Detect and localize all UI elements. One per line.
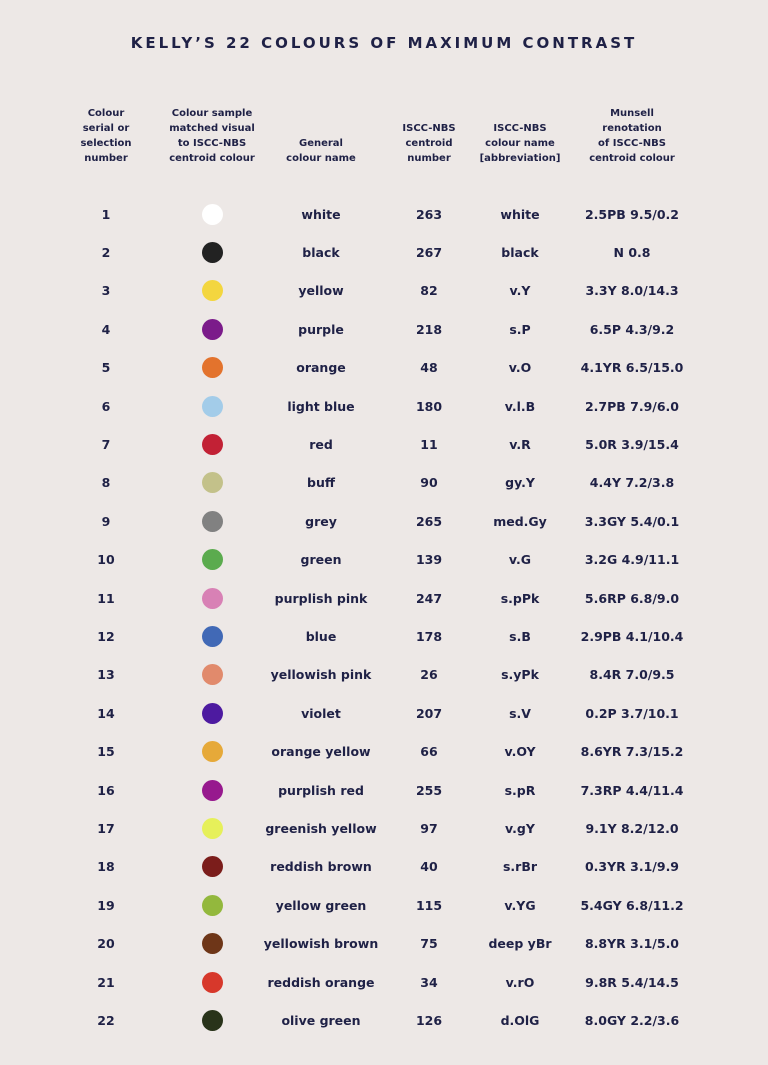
general-colour-name: violet xyxy=(301,705,341,721)
munsell-renotation: 4.1YR 6.5/15.0 xyxy=(580,360,684,376)
centroid-number: 115 xyxy=(415,897,443,913)
serial-number: 11 xyxy=(97,590,115,606)
table-row xyxy=(0,579,768,617)
colour-sample-cell xyxy=(160,617,264,655)
serial-number: 6 xyxy=(101,398,111,414)
colour-swatch xyxy=(202,664,223,685)
header-serial xyxy=(70,102,142,166)
centroid-number: 75 xyxy=(420,936,438,952)
munsell-renotation: 6.5P 4.3/9.2 xyxy=(589,321,675,337)
centroid-number: 255 xyxy=(415,782,443,798)
munsell-renotation: 2.9PB 4.1/10.4 xyxy=(580,629,684,645)
general-colour-name: greenish yellow xyxy=(265,821,377,837)
centroid-number: 34 xyxy=(420,974,438,990)
munsell-renotation: 9.1Y 8.2/12.0 xyxy=(585,821,679,837)
munsell-renotation: 5.0R 3.9/15.4 xyxy=(585,437,679,453)
colour-sample-cell xyxy=(160,733,264,771)
colour-swatch xyxy=(202,280,223,301)
table-row xyxy=(0,809,768,847)
centroid-number: 126 xyxy=(415,1013,443,1029)
colour-abbreviation: v.OY xyxy=(504,744,536,760)
munsell-renotation: 4.4Y 7.2/3.8 xyxy=(589,475,675,491)
colour-abbreviation: med.Gy xyxy=(493,513,547,529)
colour-swatch xyxy=(202,780,223,801)
header-sample-label: Colour sample matched visual to ISCC-NBS centroid colour xyxy=(169,108,255,164)
colour-abbreviation: v.Y xyxy=(509,283,531,299)
colour-abbreviation: white xyxy=(500,206,540,222)
serial-number: 7 xyxy=(101,437,111,453)
colour-abbreviation: s.B xyxy=(509,629,531,645)
serial-number: 9 xyxy=(101,513,111,529)
munsell-renotation: 3.3Y 8.0/14.3 xyxy=(585,283,679,299)
serial-number: 15 xyxy=(97,744,115,760)
munsell-renotation: 9.8R 5.4/14.5 xyxy=(585,974,679,990)
colour-sample-cell xyxy=(160,848,264,886)
colour-swatch xyxy=(202,1010,223,1031)
munsell-renotation: 0.2P 3.7/10.1 xyxy=(585,705,679,721)
general-colour-name: buff xyxy=(307,475,335,491)
serial-number: 5 xyxy=(101,360,111,376)
general-colour-name: orange yellow xyxy=(271,744,371,760)
serial-number: 12 xyxy=(97,629,115,645)
table-row xyxy=(0,771,768,809)
table-row xyxy=(0,464,768,502)
colour-swatch xyxy=(202,818,223,839)
munsell-renotation: 5.6RP 6.8/9.0 xyxy=(584,590,680,606)
colour-sample-cell xyxy=(160,809,264,847)
table-row xyxy=(0,233,768,271)
colour-sample-cell xyxy=(160,579,264,617)
colour-abbreviation: s.V xyxy=(509,705,531,721)
colour-abbreviation: gy.Y xyxy=(505,475,535,491)
colour-sample-cell xyxy=(160,349,264,387)
colour-sample-cell xyxy=(160,425,264,463)
header-centroid-label: ISCC-NBS centroid number xyxy=(402,123,456,164)
centroid-number: 139 xyxy=(415,552,443,568)
colour-swatch xyxy=(202,856,223,877)
header-munsell xyxy=(572,102,692,166)
munsell-renotation: 0.3YR 3.1/9.9 xyxy=(584,859,680,875)
colour-sample-cell xyxy=(160,387,264,425)
general-colour-name: yellowish brown xyxy=(263,936,379,952)
munsell-renotation: 8.0GY 2.2/3.6 xyxy=(584,1013,680,1029)
centroid-number: 265 xyxy=(415,513,443,529)
centroid-number: 180 xyxy=(415,398,443,414)
table-row xyxy=(0,310,768,348)
colour-abbreviation: v.O xyxy=(508,360,532,376)
serial-number: 19 xyxy=(97,897,115,913)
table-row xyxy=(0,886,768,924)
serial-number: 14 xyxy=(97,705,115,721)
general-colour-name: yellowish pink xyxy=(270,667,372,683)
general-colour-name: green xyxy=(300,552,342,568)
general-colour-name: light blue xyxy=(287,398,355,414)
centroid-number: 247 xyxy=(415,590,443,606)
table-row xyxy=(0,656,768,694)
general-colour-name: orange xyxy=(296,360,346,376)
serial-number: 4 xyxy=(101,321,111,337)
colour-swatch xyxy=(202,703,223,724)
colour-abbreviation: v.l.B xyxy=(504,398,536,414)
colour-abbreviation: deep yBr xyxy=(488,936,552,952)
colour-abbreviation: v.rO xyxy=(505,974,535,990)
table-row xyxy=(0,617,768,655)
colour-sample-cell xyxy=(160,771,264,809)
colour-abbreviation: v.gY xyxy=(505,821,535,837)
table-row xyxy=(0,848,768,886)
serial-number: 22 xyxy=(97,1013,115,1029)
colour-swatch xyxy=(202,242,223,263)
centroid-number: 90 xyxy=(420,475,438,491)
centroid-number: 26 xyxy=(420,667,438,683)
munsell-renotation: 3.3GY 5.4/0.1 xyxy=(584,513,680,529)
general-colour-name: reddish brown xyxy=(270,859,372,875)
serial-number: 21 xyxy=(97,974,115,990)
serial-number: 17 xyxy=(97,821,115,837)
munsell-renotation: 2.5PB 9.5/0.2 xyxy=(584,206,680,222)
colour-swatch xyxy=(202,549,223,570)
serial-number: 20 xyxy=(97,936,115,952)
colour-sample-cell xyxy=(160,502,264,540)
centroid-number: 178 xyxy=(415,629,443,645)
header-general-name xyxy=(255,102,387,166)
colour-swatch xyxy=(202,588,223,609)
table-row xyxy=(0,502,768,540)
centroid-number: 11 xyxy=(420,437,438,453)
colour-sample-cell xyxy=(160,694,264,732)
colour-swatch xyxy=(202,511,223,532)
colour-sample-cell xyxy=(160,195,264,233)
general-colour-name: yellow xyxy=(298,283,344,299)
colour-sample-cell xyxy=(160,233,264,271)
serial-number: 13 xyxy=(97,667,115,683)
centroid-number: 207 xyxy=(415,705,443,721)
colour-swatch xyxy=(202,972,223,993)
table-row xyxy=(0,541,768,579)
colour-swatch xyxy=(202,434,223,455)
header-abbreviation xyxy=(468,102,572,166)
colour-abbreviation: s.yPk xyxy=(501,667,539,683)
munsell-renotation: 8.8YR 3.1/5.0 xyxy=(584,936,680,952)
serial-number: 8 xyxy=(101,475,111,491)
colour-swatch xyxy=(202,626,223,647)
table-row xyxy=(0,195,768,233)
table-row xyxy=(0,733,768,771)
general-colour-name: grey xyxy=(305,513,337,529)
table-row xyxy=(0,925,768,963)
colour-swatch xyxy=(202,204,223,225)
colour-abbreviation: s.P xyxy=(509,321,531,337)
colour-swatch xyxy=(202,741,223,762)
colour-abbreviation: s.pR xyxy=(504,782,536,798)
serial-number: 2 xyxy=(101,245,111,261)
munsell-renotation: 7.3RP 4.4/11.4 xyxy=(580,782,684,798)
general-colour-name: purple xyxy=(298,321,344,337)
colour-abbreviation: s.rBr xyxy=(502,859,538,875)
colour-abbreviation: d.OlG xyxy=(500,1013,540,1029)
page-title: KELLY’S 22 COLOURS OF MAXIMUM CONTRAST xyxy=(130,34,638,52)
colour-swatch xyxy=(202,357,223,378)
colour-sample-cell xyxy=(160,310,264,348)
general-colour-name: olive green xyxy=(281,1013,361,1029)
general-colour-name: red xyxy=(309,437,333,453)
centroid-number: 97 xyxy=(420,821,438,837)
munsell-renotation: 8.4R 7.0/9.5 xyxy=(589,667,675,683)
table-row xyxy=(0,349,768,387)
colour-swatch xyxy=(202,319,223,340)
serial-number: 18 xyxy=(97,859,115,875)
general-colour-name: black xyxy=(302,245,340,261)
colour-swatch xyxy=(202,895,223,916)
colour-swatch xyxy=(202,933,223,954)
header-centroid-number xyxy=(395,102,463,166)
colour-sample-cell xyxy=(160,656,264,694)
table-row xyxy=(0,963,768,1001)
general-colour-name: white xyxy=(301,206,341,222)
centroid-number: 66 xyxy=(420,744,438,760)
colour-abbreviation: black xyxy=(501,245,539,261)
centroid-number: 218 xyxy=(415,321,443,337)
general-colour-name: blue xyxy=(305,629,337,645)
centroid-number: 48 xyxy=(420,360,438,376)
table-row xyxy=(0,272,768,310)
general-colour-name: purplish red xyxy=(278,782,364,798)
colour-sample-cell xyxy=(160,464,264,502)
header-general-label: General colour name xyxy=(286,138,356,164)
header-abbr-label: ISCC-NBS colour name [abbreviation] xyxy=(479,123,561,164)
serial-number: 3 xyxy=(101,283,111,299)
header-sample xyxy=(160,102,264,166)
table-row xyxy=(0,694,768,732)
colour-swatch xyxy=(202,396,223,417)
colour-sample-cell xyxy=(160,541,264,579)
colour-abbreviation: s.pPk xyxy=(500,590,540,606)
munsell-renotation: N 0.8 xyxy=(613,245,651,261)
colour-swatch xyxy=(202,472,223,493)
centroid-number: 263 xyxy=(415,206,443,222)
munsell-renotation: 8.6YR 7.3/15.2 xyxy=(580,744,684,760)
munsell-renotation: 5.4GY 6.8/11.2 xyxy=(580,897,684,913)
colour-abbreviation: v.YG xyxy=(504,897,536,913)
munsell-renotation: 2.7PB 7.9/6.0 xyxy=(584,398,680,414)
colour-sample-cell xyxy=(160,272,264,310)
serial-number: 1 xyxy=(101,206,111,222)
munsell-renotation: 3.2G 4.9/11.1 xyxy=(584,552,680,568)
general-colour-name: reddish orange xyxy=(267,974,375,990)
colour-sample-cell xyxy=(160,886,264,924)
general-colour-name: yellow green xyxy=(275,897,367,913)
centroid-number: 40 xyxy=(420,859,438,875)
header-munsell-label: Munsell renotation of ISCC-NBS centroid colour xyxy=(589,108,675,164)
centroid-number: 267 xyxy=(415,245,443,261)
colour-abbreviation: v.G xyxy=(508,552,532,568)
table-row xyxy=(0,1001,768,1039)
colour-abbreviation: v.R xyxy=(509,437,531,453)
colour-sample-cell xyxy=(160,963,264,1001)
table-row xyxy=(0,387,768,425)
colour-sample-cell xyxy=(160,1001,264,1039)
table-row xyxy=(0,425,768,463)
serial-number: 16 xyxy=(97,782,115,798)
general-colour-name: purplish pink xyxy=(274,590,368,606)
centroid-number: 82 xyxy=(420,283,438,299)
header-serial-label: Colour serial or selection number xyxy=(80,108,132,164)
serial-number: 10 xyxy=(97,552,115,568)
colour-sample-cell xyxy=(160,925,264,963)
